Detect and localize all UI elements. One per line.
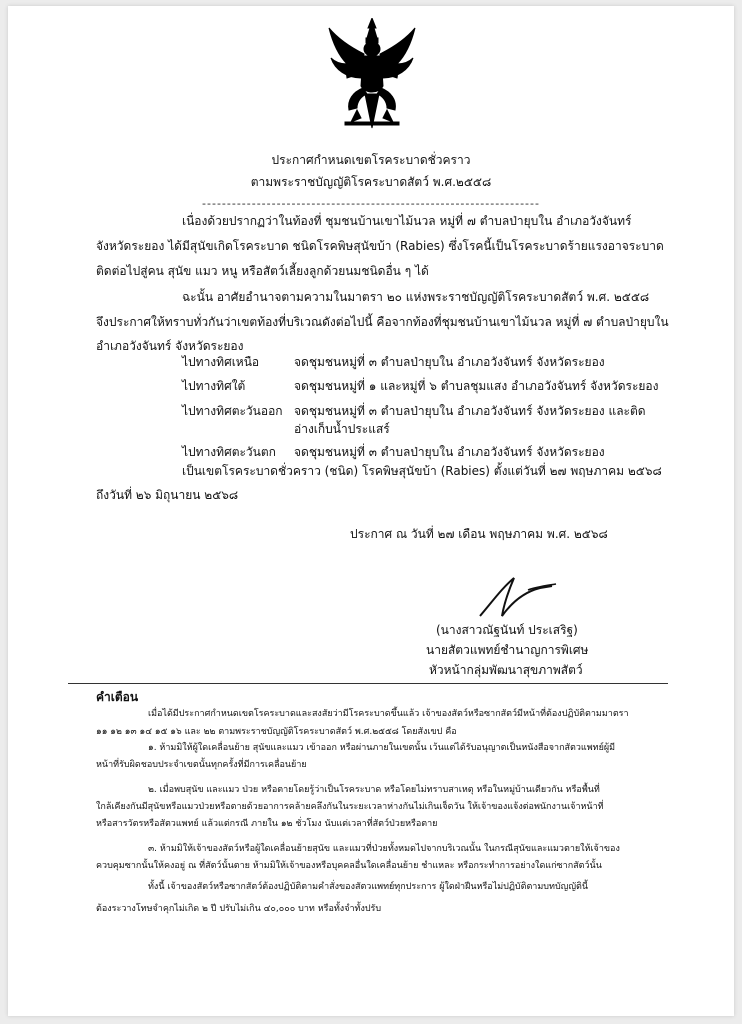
warning-line: ใกล้เคียงกันมีสุนัขหรือแมวป่วยหรือตายด้วยอาการคล้ายคลึงกันในระยะเวลาห่างกันไม่เกินเจ็ดวัน ให้เจ้าของแจ้งต่อพนักงานเจ้าหน้าที่ (96, 802, 604, 812)
garuda-emblem-icon (327, 18, 417, 136)
warning-line: ๒. เมื่อพบสุนัข และแมว ป่วย หรือตายโดยรู้ว่าเป็นโรคระบาด หรือโดยไม่ทราบสาเหตุ หรือในหมู่บ้านเดียวกัน หรือพื้นที่ (148, 785, 600, 795)
paragraph-1-line-2: จังหวัดระยอง ได้มีสุนัขเกิดโรคระบาด ชนิดโรคพิษสุนัขบ้า (Rabies) ซึ่งโรคนี้เป็นโรคระบาดร้ายแรงอาจระบาด (96, 239, 664, 253)
direction-west-label: ไปทางทิศตะวันตก (182, 445, 276, 459)
paragraph-2-line-3: อำเภอวังจันทร์ จังหวัดระยอง (96, 339, 244, 353)
direction-east-text-cont: อ่างเก็บน้ำประแสร์ (294, 422, 390, 436)
warning-line: ทั้งนี้ เจ้าของสัตว์หรือซากสัตว์ต้องปฏิบัติตามคำสั่งของสัตวแพทย์ทุกประการ ผู้ใดฝ่าฝืนหรือไม่ปฏิบัติตามบทบัญญัตินี้ (148, 882, 588, 892)
warning-line: หรือสารวัตรหรือสัตวแพทย์ แล้วแต่กรณี ภายใน ๑๒ ชั่วโมง นับแต่เวลาที่สัตว์ป่วยหรือตาย (96, 819, 438, 829)
paragraph-1-line-1: เนื่องด้วยปรากฏว่าในท้องที่ ชุมชนบ้านเขาไม้นวล หมู่ที่ ๗ ตำบลป่ายุบใน อำเภอวังจันทร์ (182, 214, 632, 228)
paragraph-2-line-2: จึงประกาศให้ทราบทั่วกันว่าเขตท้องที่บริเวณดังต่อไปนี้ คือจากท้องที่ชุมชนบ้านเขาไม้นวล หมู่ที่ ๗ ตำบลป่ายุบใน (96, 315, 669, 329)
signer-position-1: นายสัตวแพทย์ชำนาญการพิเศษ (426, 643, 589, 657)
warning-divider (68, 683, 668, 684)
direction-north-label: ไปทางทิศเหนือ (182, 355, 260, 369)
warning-line: เมื่อได้มีประกาศกำหนดเขตโรคระบาดและสงสัยว่ามีโรคระบาดขึ้นแล้ว เจ้าของสัตว์หรือซากสัตว์มีหน้าที่ต้องปฏิบัติตามมาตรา (148, 709, 629, 719)
warning-line: ๑. ห้ามมิให้ผู้ใดเคลื่อนย้าย สุนัขและแมว เข้าออก หรือผ่านภายในเขตนั้น เว้นแต่ได้รับอนุญาตเป็นหนังสือจากสัตวแพทย์ผู้มี (148, 743, 616, 753)
announcement-title: ประกาศกำหนดเขตโรคระบาดชั่วคราว (271, 153, 471, 167)
direction-south-label: ไปทางทิศใต้ (182, 379, 246, 393)
warning-line: ๓. ห้ามมิให้เจ้าของสัตว์หรือผู้ใดเคลื่อนย้ายสุนัข และแมวที่ป่วยทั้งหมดไปจากบริเวณนั้น ในกรณีสุนัขและแมวตายให้เจ้าของ (148, 844, 620, 854)
paragraph-1-line-3: ติดต่อไปสู่คน สุนัข แมว หนู หรือสัตว์เลี้ยงลูกด้วยนมชนิดอื่น ๆ ได้ (96, 264, 429, 278)
direction-west-text: จดชุมชนหมู่ที่ ๓ ตำบลป่ายุบใน อำเภอวังจันทร์ จังหวัดระยอง (294, 445, 605, 459)
announcement-subtitle: ตามพระราชบัญญัติโรคระบาดสัตว์ พ.ศ.๒๕๕๘ (250, 175, 492, 189)
signer-name: (นางสาวณัฐนันท์ ประเสริฐ) (436, 623, 578, 637)
signer-position-2: หัวหน้ากลุ่มพัฒนาสุขภาพสัตว์ (429, 663, 583, 677)
warning-line: ๑๑ ๑๒ ๑๓ ๑๔ ๑๕ ๑๖ และ ๒๒ ตามพระราชบัญญัติโรคระบาดสัตว์ พ.ศ.๒๕๕๘ โดยสังเขป คือ (96, 727, 457, 737)
warning-title: คำเตือน (96, 690, 139, 704)
direction-east-text: จดชุมชนหมู่ที่ ๓ ตำบลป่ายุบใน อำเภอวังจันทร์ จังหวัดระยอง และติด (294, 404, 646, 418)
paragraph-3-line-2: ถึงวันที่ ๒๖ มิถุนายน ๒๕๖๘ (96, 488, 239, 502)
announcement-date: ประกาศ ณ วันที่ ๒๗ เดือน พฤษภาคม พ.ศ. ๒๕๖๘ (350, 527, 608, 541)
title-separator: -------------------------------------------------------------------- (202, 197, 540, 210)
warning-line: ควบคุมซากนั้นให้คงอยู่ ณ ที่สัตว์นั้นตาย ห้ามมิให้เจ้าของหรือบุคคลอื่นใดเคลื่อนย้าย ชำแหละ หรือกระทำการอย่างใดแก่ซากสัตว์นั้น (96, 861, 602, 871)
signature-icon (432, 572, 582, 622)
warning-line: ต้องระวางโทษจำคุกไม่เกิด ๒ ปี ปรับไม่เกิน ๔๐,๐๐๐ บาท หรือทั้งจำทั้งปรับ (96, 904, 382, 914)
direction-south-text: จดชุมชนหมู่ที่ ๑ และหมู่ที่ ๖ ตำบลชุมแสง อำเภอวังจันทร์ จังหวัดระยอง (294, 379, 659, 393)
paragraph-3-line-1: เป็นเขตโรคระบาดชั่วคราว (ชนิด) โรคพิษสุนัขบ้า (Rabies) ตั้งแต่วันที่ ๒๗ พฤษภาคม ๒๕๖๘ (182, 464, 662, 478)
direction-east-label: ไปทางทิศตะวันออก (182, 404, 283, 418)
paragraph-2-line-1: ฉะนั้น อาศัยอำนาจตามความในมาตรา ๒๐ แห่งพระราชบัญญัติโรคระบาดสัตว์ พ.ศ. ๒๕๕๘ (182, 290, 650, 304)
direction-north-text: จดชุมชนหมู่ที่ ๓ ตำบลป่ายุบใน อำเภอวังจันทร์ จังหวัดระยอง (294, 355, 605, 369)
warning-line: หน้าที่รับผิดชอบประจำเขตนั้นทุกครั้งที่มีการเคลื่อนย้าย (96, 760, 307, 770)
